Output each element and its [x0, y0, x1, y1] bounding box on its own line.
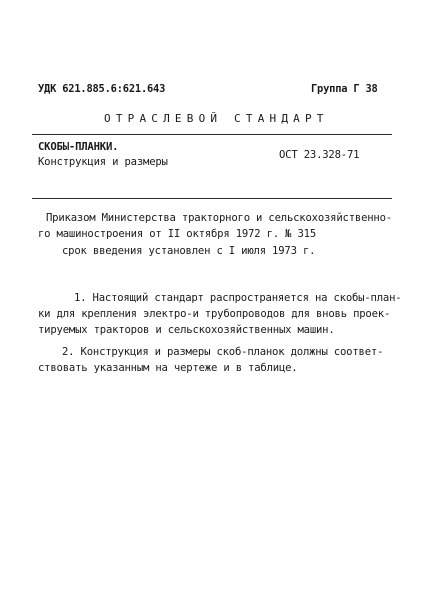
paragraph-1-line-1: 1. Настоящий стандарт распространяется на скобы-план- [74, 292, 402, 304]
order-line-2: го машиностроения от II октября 1972 г. № 315 [38, 228, 317, 240]
paragraph-2-line-2: ствовать указанным на чертеже и в таблице. [38, 362, 298, 374]
name-block-separator-line [32, 198, 392, 199]
paragraph-2-line-1: 2. Конструкция и размеры скоб-планок должны соответ- [62, 346, 384, 358]
group-label: Группа Г 38 [311, 83, 378, 95]
paragraph-1-line-2: ки для крепления электро-и трубопроводов для вновь проек- [38, 308, 391, 320]
order-line-3: срок введения установлен с I июля 1973 г. [62, 245, 316, 257]
standard-code: ОСТ 23.328-71 [279, 149, 360, 161]
standard-name: СКОБЫ-ПЛАНКИ. [38, 141, 119, 153]
order-line-1: Приказом Министерства тракторного и сельскохозяйственно- [46, 212, 392, 224]
paragraph-1-line-3: тируемых тракторов и сельскохозяйственных машин. [38, 324, 335, 336]
udk-code: УДК 621.885.6:621.643 [38, 83, 166, 95]
standard-subtitle: Конструкция и размеры [38, 156, 168, 168]
title-separator-line [32, 134, 392, 135]
standard-type-title: ОТРАСЛЕВОЙ СТАНДАРТ [104, 112, 329, 125]
